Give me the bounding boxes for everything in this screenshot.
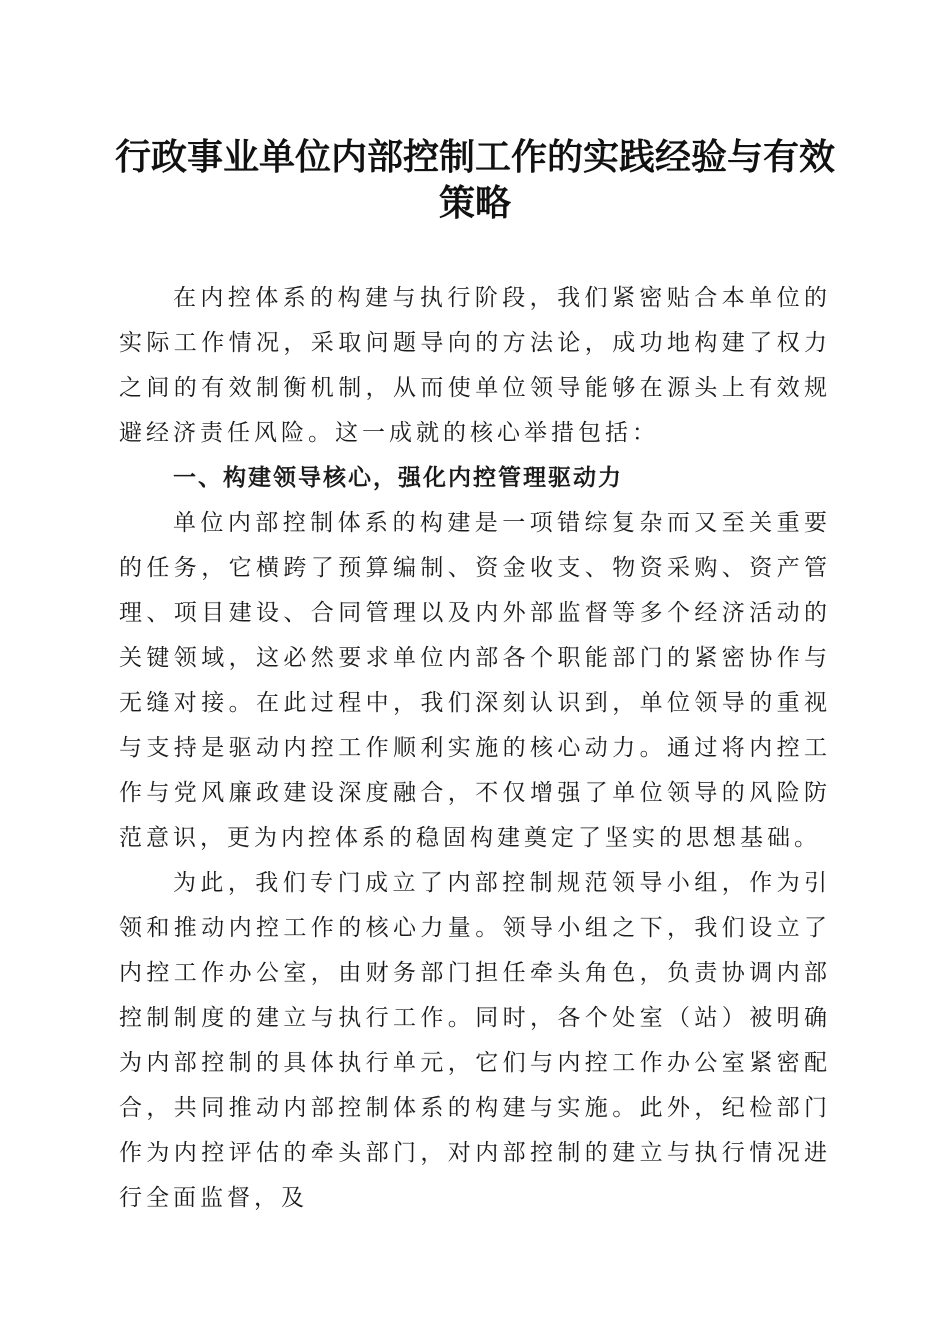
document-body xyxy=(119,276,831,1221)
section-heading: 一、构建领导核心，强化内控管理驱动力 xyxy=(173,465,623,491)
document-title: 行政事业单位内部控制工作的实践经验与有效策略 xyxy=(114,136,835,224)
intro-paragraph: 在内控体系的构建与执行阶段，我们紧密贴合本单位的实际工作情况，采取问题导向的方法论，成功地构建了权力之间的有效制衡机制，从而使单位领导能够在源头上有效规避经济责任风险。这一成就的核心举措包括： xyxy=(119,285,831,446)
section-paragraph-2: 为此，我们专门成立了内部控制规范领导小组，作为引领和推动内控工作的核心力量。领导小组之下，我们设立了内控工作办公室，由财务部门担任牵头角色，负责协调内部控制制度的建立与执行工作。同时，各个处室（站）被明确为内部控制的具体执行单元，它们与内控工作办公室紧密配合，共同推动内部控制体系的构建与实施。此外，纪检部门作为内控评估的牵头部门，对内部控制的建立与执行情况进行全面监督，及 xyxy=(119,870,831,1211)
section-paragraph-1: 单位内部控制体系的构建是一项错综复杂而又至关重要的任务，它横跨了预算编制、资金收支、物资采购、资产管理、项目建设、合同管理以及内外部监督等多个经济活动的关键领域，这必然要求单位内部各个职能部门的紧密协作与无缝对接。在此过程中，我们深刻认识到，单位领导的重视与支持是驱动内控工作顺利实施的核心动力。通过将内控工作与党风廉政建设深度融合，不仅增强了单位领导的风险防范意识，更为内控体系的稳固构建奠定了坚实的思想基础。 xyxy=(119,510,831,851)
